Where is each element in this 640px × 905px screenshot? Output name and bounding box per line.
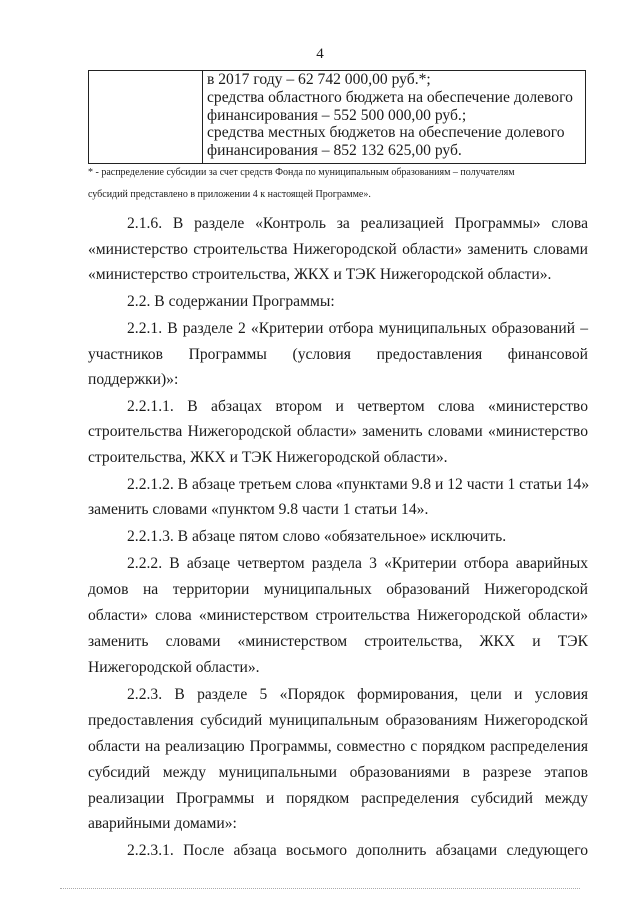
paragraph-2-2-3-line: области на реализацию Программы, совместно с порядком распределения [88, 738, 588, 755]
paragraph-2-2-3-line: субсидий между муниципальными образованиями в разрезе этапов [88, 764, 588, 781]
paragraph-2-2-3-1: 2.2.3.1. После абзаца восьмого дополнить абзацами следующего [127, 842, 588, 859]
paragraph-2-2-1-1-line: строительства Нижегородской области» заменить словами «министерство [88, 423, 588, 440]
paragraph-2-2-3-line: 2.2.3. В разделе 5 «Порядок формирования, цели и условия [127, 686, 588, 703]
paragraph-2-2-1-line: 2.2.1. В разделе 2 «Критерии отбора муниципальных образований – [127, 320, 588, 337]
paragraph-2-2-1-3: 2.2.1.3. В абзаце пятом слово «обязательное» исключить. [127, 528, 507, 545]
paragraph-2-2: 2.2. В содержании Программы: [127, 293, 335, 310]
paragraph-2-1-6-line: «министерство строительства Нижегородской области» заменить словами [88, 241, 588, 258]
footnote-line: * - распределение субсидии за счет средств Фонда по муниципальным образованиям – получателям [88, 167, 515, 178]
paragraph-2-2-1-line: поддержки)»: [88, 371, 179, 388]
paragraph-2-2-3-line: реализации Программы и порядком распределения субсидий между [88, 790, 588, 807]
paragraph-2-2-2-line: заменить словами «министерством строительства, ЖКХ и ТЭК [88, 633, 588, 650]
table-right-cell [203, 71, 586, 164]
paragraph-2-1-6-line: «министерство строительства, ЖКХ и ТЭК Нижегородской области». [88, 266, 552, 283]
paragraph-2-2-3-line: аварийными домами»: [88, 815, 237, 832]
paragraph-2-2-2-line: 2.2.2. В абзаце четвертом раздела 3 «Критерии отбора аварийных [127, 555, 588, 572]
page-number: 4 [316, 46, 324, 62]
paragraph-2-2-2-line: Нижегородской области». [88, 659, 260, 676]
paragraph-2-2-1-line: участников Программы (условия предоставления финансовой [88, 346, 588, 363]
table-line: финансирования – 852 132 625,00 руб. [207, 142, 462, 160]
paragraph-2-2-1-1-line: строительства, ЖКХ и ТЭК Нижегородской области». [88, 449, 448, 466]
footnote-line: субсидий представлено в приложении 4 к настоящей Программе». [88, 189, 371, 200]
table-left-cell [89, 71, 203, 164]
paragraph-2-1-6-line: 2.1.6. В разделе «Контроль за реализацией Программы» слова [127, 215, 588, 232]
paragraph-2-2-2-line: области» слова «министерством строительства Нижегородской области» [88, 607, 588, 624]
table-line: средства местных бюджетов на обеспечение долевого [207, 124, 565, 142]
paragraph-2-2-1-2-line: заменить словами «пунктом 9.8 части 1 статьи 14». [88, 501, 429, 518]
paragraph-2-2-2-line: домов на территории муниципальных образований Нижегородской [88, 581, 588, 598]
table-line: средства областного бюджета на обеспечение долевого [207, 88, 573, 106]
paragraph-2-2-3-line: предоставления субсидий муниципальным образованиям Нижегородской [88, 712, 588, 729]
scan-artifact-line [60, 888, 580, 890]
table-line: в 2017 году – 62 742 000,00 руб.*; [207, 71, 431, 88]
table-line: финансирования – 552 500 000,00 руб.; [207, 106, 467, 124]
paragraph-2-2-1-2-line: 2.2.1.2. В абзаце третьем слова «пунктами 9.8 и 12 части 1 статьи 14» [127, 476, 590, 493]
budget-table [88, 70, 586, 164]
paragraph-2-2-1-1-line: 2.2.1.1. В абзацах втором и четвертом слова «министерство [127, 398, 588, 415]
